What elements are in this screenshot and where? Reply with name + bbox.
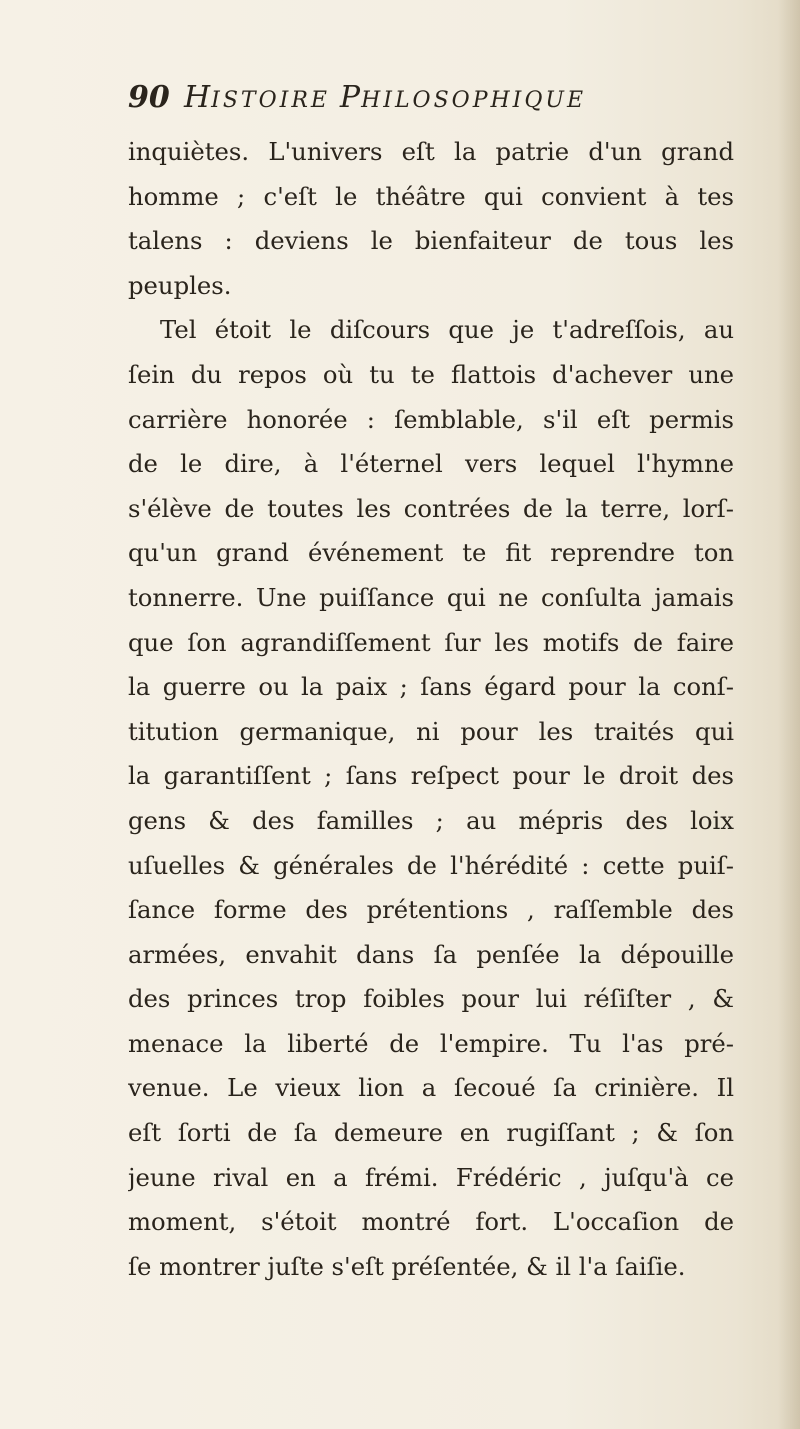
text-line: moment, s'étoit montré fort. L'occaſion de xyxy=(128,1207,734,1237)
text-line: tonnerre. Une puiſſance qui ne conſulta jamais xyxy=(128,582,734,612)
text-line: de le dire, à l'éternel vers lequel l'hymne xyxy=(128,449,734,479)
text-line: carrière honorée : ſemblable, s'il eſt permis xyxy=(128,404,734,434)
text-line: uſuelles & générales de l'hérédité : cette puiſ- xyxy=(128,850,734,880)
text-line: talens : deviens le bienfaiteur de tous les xyxy=(128,226,734,256)
text-line: titution germanique, ni pour les traités qui xyxy=(128,716,734,746)
text-line: ſe montrer juſte s'eſt préſentée, & il l'a ſaiſie. xyxy=(128,1251,686,1281)
text-line: peuples. xyxy=(128,270,232,300)
text-line: ſance forme des prétentions , raſſemble des xyxy=(128,895,734,925)
text-line: armées, envahit dans ſa penſée la dépouille xyxy=(128,939,734,969)
text-line: qu'un grand événement te fit reprendre ton xyxy=(128,538,734,568)
text-line: venue. Le vieux lion a ſecoué ſa crinière. Il xyxy=(128,1073,734,1103)
running-title: HISTOIRE PHILOSOPHIQUE xyxy=(184,80,587,115)
text-line: homme ; c'eſt le théâtre qui convient à tes xyxy=(128,181,734,211)
text-line: que ſon agrandiſſement ſur les motifs de faire xyxy=(128,627,734,657)
text-line: inquiètes. L'univers eſt la patrie d'un grand xyxy=(128,137,734,166)
text-line: la guerre ou la paix ; ſans égard pour la conſ- xyxy=(128,672,734,702)
body-text xyxy=(128,130,734,1289)
page-edge-shadow xyxy=(778,0,800,1429)
text-line: menace la liberté de l'empire. Tu l'as pré- xyxy=(128,1028,734,1058)
text-line: Tel étoit le diſcours que je t'adreſſois, au xyxy=(160,315,734,345)
text-line: des princes trop foibles pour lui réſiſter , & xyxy=(128,984,734,1014)
text-line: eſt ſorti de ſa demeure en rugiſſant ; & ſon xyxy=(128,1118,734,1148)
text-line: jeune rival en a frémi. Frédéric , juſqu'à ce xyxy=(128,1162,734,1192)
text-line: la garantiſſent ; ſans reſpect pour le droit des xyxy=(128,761,734,791)
text-line: ſein du repos où tu te flattois d'achever une xyxy=(128,359,734,389)
text-line: gens & des familles ; au mépris des loix xyxy=(128,805,734,835)
page-header xyxy=(128,80,728,120)
text-line: s'élève de toutes les contrées de la terre, lorſ- xyxy=(128,493,734,523)
page-number: 90 xyxy=(128,80,170,115)
